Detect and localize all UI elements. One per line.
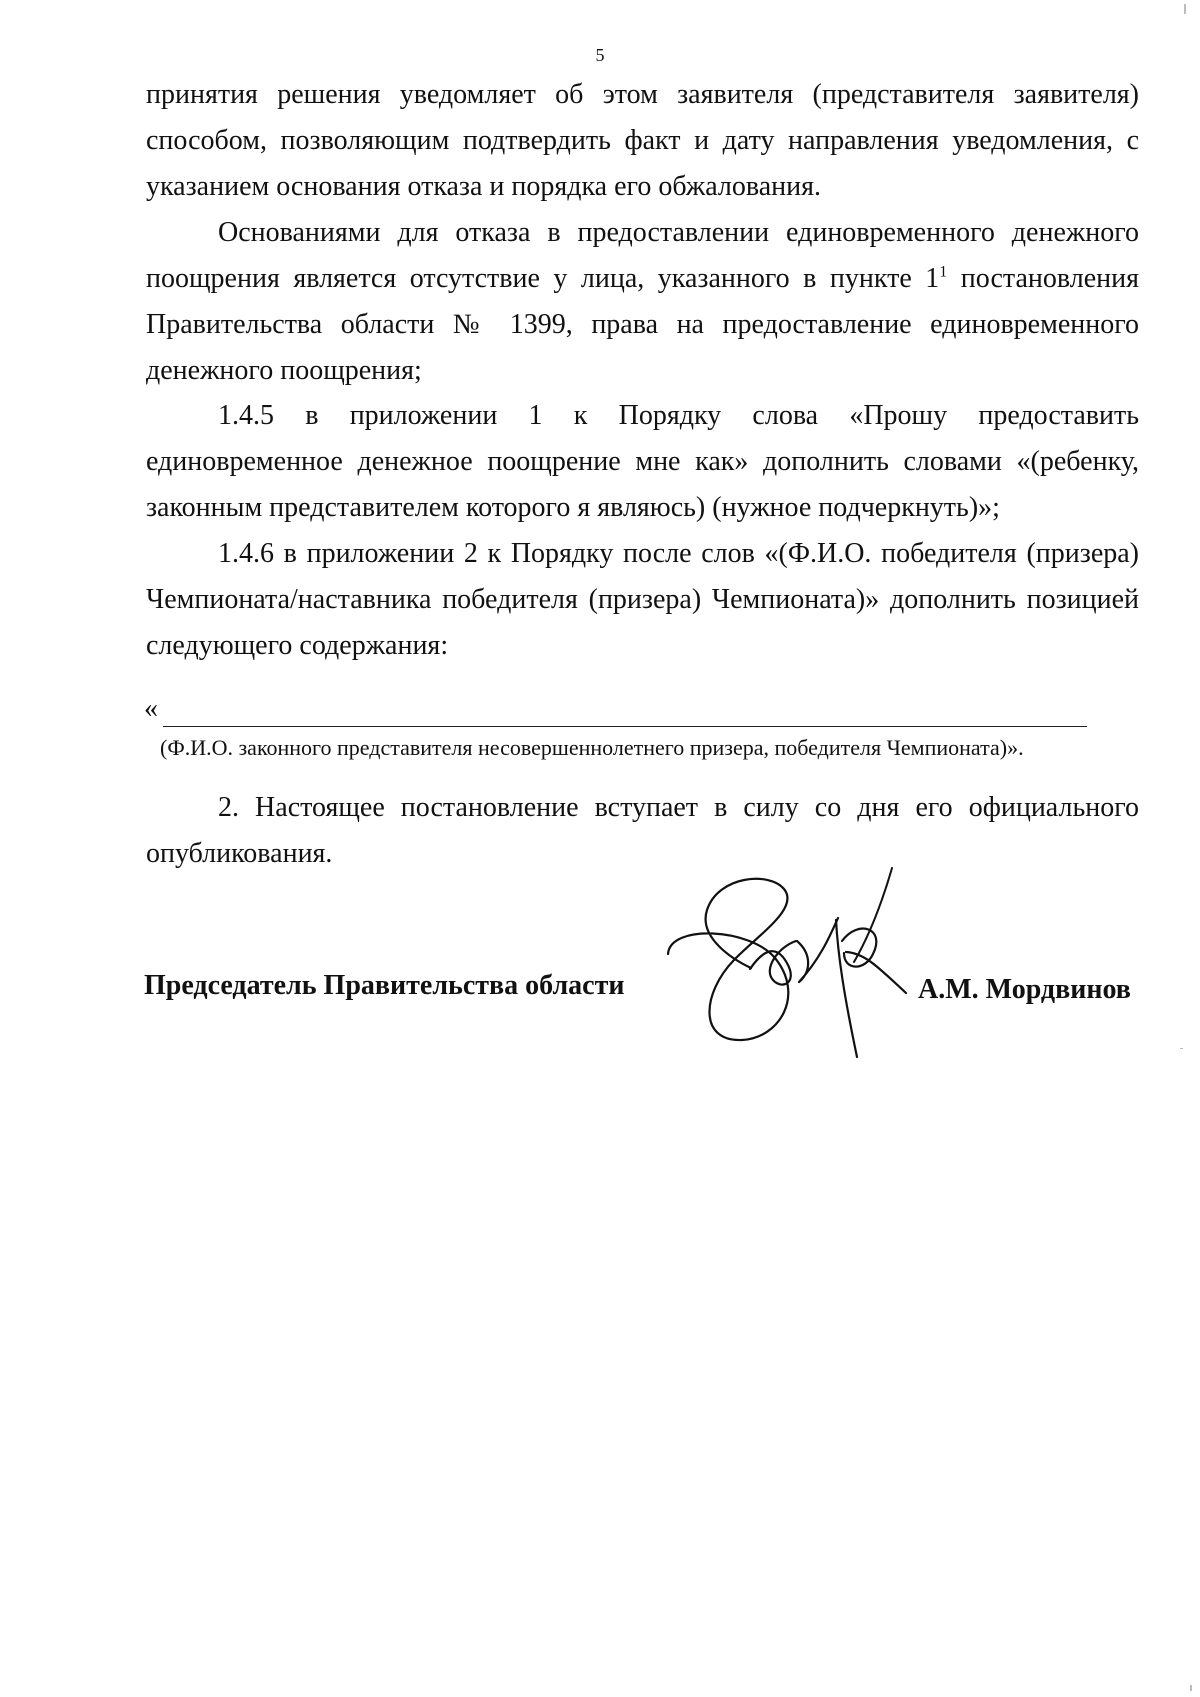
- signatory-name: А.М. Мордвинов: [918, 974, 1131, 1005]
- paragraph-refusal-grounds: [146, 210, 1139, 394]
- paragraph-refusal-grounds-text-start: Основаниями для отказа в предоставлении единовременного денежного поощрения является отсутствие у лица, указанного в пункте 1: [146, 217, 1139, 294]
- superscript-one: 1: [939, 263, 948, 281]
- paragraph-entry-into-force: 2. Настоящее постановление вступает в силу со дня его официального опубликования.: [146, 792, 1139, 869]
- opening-quote: «: [144, 693, 158, 724]
- page-number: 5: [595, 45, 605, 65]
- paragraph-appendix-two: 1.4.6 в приложении 2 к Порядку после слов «(Ф.И.О. победителя (призера) Чемпионата/наставника победителя (призера) Чемпионата)» дополнить позицией следующего содержания:: [146, 538, 1139, 661]
- handwritten-signature: [660, 850, 910, 1060]
- signatory-title: Председатель Правительства области: [144, 970, 625, 1001]
- scan-edge-mark-bottom: [1190, 1685, 1192, 1691]
- paragraph-refusal-grounds-text-end: постановления Правительства области № 1399, права на предоставление единовременного денежного поощрения;: [146, 263, 1139, 386]
- paragraph-appendix-one: 1.4.5 в приложении 1 к Порядку слова «Прошу предоставить единовременное денежное поощрение мне как» дополнить словами «(ребенку, законным представителем которого я являюсь) (нужное подчеркнуть)»;: [146, 400, 1139, 523]
- fill-in-caption: (Ф.И.О. законного представителя несовершеннолетнего призера, победителя Чемпионата)».: [160, 735, 1024, 760]
- paragraph-continuation: принятия решения уведомляет об этом заявителя (представителя заявителя) способом, позволяющим подтвердить факт и дату направления уведомления, с указанием основания отказа и порядка его обжалования.: [146, 79, 1139, 202]
- fill-in-line: [163, 726, 1087, 727]
- scan-edge-mark-top: [1184, 4, 1186, 14]
- scan-edge-mark-right: [1180, 1048, 1183, 1049]
